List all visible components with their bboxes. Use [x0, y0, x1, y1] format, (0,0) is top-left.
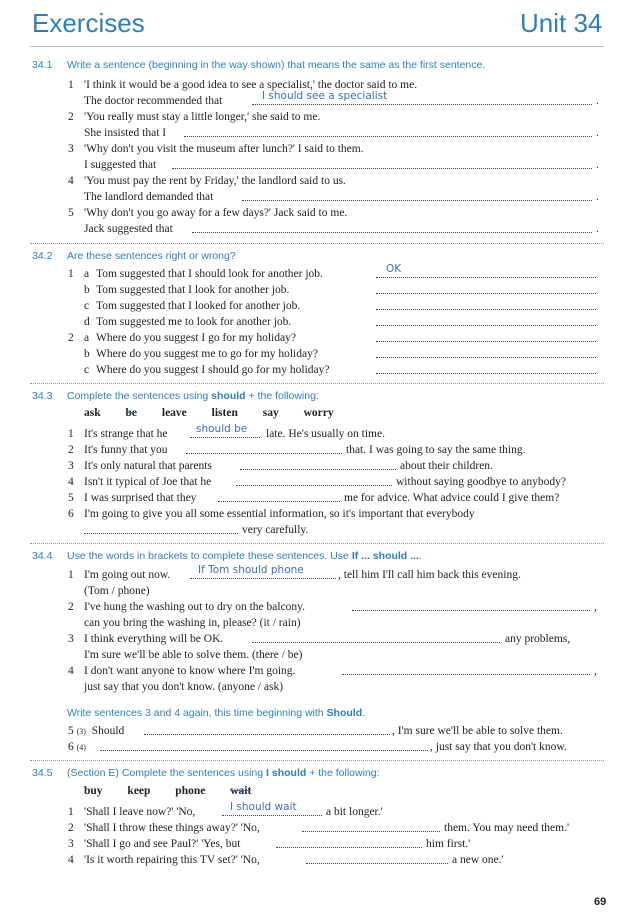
header-divider [30, 46, 604, 47]
answer-line[interactable] [222, 815, 322, 816]
sentence: 6 (4) [68, 741, 86, 753]
answer-line[interactable] [172, 168, 592, 169]
word: listen [211, 407, 238, 419]
handwritten-answer: should be [196, 423, 248, 435]
answer-line[interactable] [252, 642, 500, 643]
answer-line[interactable] [240, 469, 396, 470]
exercise-number: 34.1 [32, 59, 53, 71]
sentence: 5 I was surprised that they [68, 492, 197, 504]
answer-line[interactable] [242, 200, 592, 201]
answer-line[interactable] [252, 104, 592, 105]
sentence: b Where do you suggest me to go for my holiday? [84, 348, 318, 360]
answer-line[interactable] [376, 373, 596, 374]
section-divider [30, 543, 604, 544]
section-divider [30, 383, 604, 384]
word-box [84, 785, 273, 797]
answer-line[interactable] [84, 533, 238, 534]
answer-line[interactable] [376, 341, 596, 342]
sentence: 4 I don't want anyone to know where I'm going. [68, 665, 296, 677]
word: leave [161, 407, 187, 419]
exercise-number: 34.4 [32, 550, 53, 562]
sentence: 6 I'm going to give you all some essential information, so it's important that everybody [68, 508, 475, 520]
question: 1 'I think it would be a good idea to see a specialist,' the doctor said to me. [68, 79, 418, 91]
sentence: 2 a Where do you suggest I go for my holiday? [68, 332, 296, 344]
word: keep [127, 785, 151, 797]
handwritten-answer: OK [386, 263, 402, 275]
answer-line[interactable] [376, 293, 596, 294]
sentence: b Tom suggested that I look for another job. [84, 284, 290, 296]
handwritten-answer: I should wait [230, 801, 297, 813]
handwritten-answer: If Tom should phone [198, 564, 304, 576]
answer-prompt: She insisted that I [84, 127, 167, 139]
answer-line[interactable] [302, 831, 440, 832]
sentence: 5 (3) Should [68, 725, 125, 737]
answer-line[interactable] [342, 674, 590, 675]
exercise-heading: Complete the sentences using should + the following: [67, 390, 319, 402]
answer-line[interactable] [184, 136, 592, 137]
answer-line[interactable] [100, 750, 428, 751]
exercise-heading: Write a sentence (beginning in the way shown) that means the same as the first sentence. [67, 59, 486, 71]
sentence: 4 'Is it worth repairing this TV set?' 'No, [68, 854, 260, 866]
sentence: 2 I've hung the washing out to dry on the balcony. [68, 601, 306, 613]
answer-line[interactable] [192, 232, 592, 233]
section-divider [30, 760, 604, 761]
word-used: wait [230, 785, 252, 797]
question: 5 'Why don't you go away for a few days?' Jack said to me. [68, 207, 348, 219]
exercise-number: 34.2 [32, 250, 53, 262]
answer-line[interactable] [190, 437, 260, 438]
answer-line[interactable] [376, 325, 596, 326]
word: buy [84, 785, 103, 797]
page-title: Exercises [32, 8, 145, 38]
answer-line[interactable] [352, 610, 590, 611]
word-box [84, 407, 356, 419]
unit-title: Unit 34 [520, 8, 603, 38]
word: ask [84, 407, 101, 419]
answer-prompt: I suggested that [84, 159, 157, 171]
sub-heading: Write sentences 3 and 4 again, this time beginning with Should. [67, 707, 366, 719]
answer-line[interactable] [218, 501, 340, 502]
page-number: 69 [594, 896, 607, 908]
answer-line[interactable] [376, 357, 596, 358]
answer-line[interactable] [376, 277, 596, 278]
answer-prompt: Jack suggested that [84, 223, 173, 235]
answer-line[interactable] [190, 578, 336, 579]
question: 2 'You really must stay a little longer,' she said to me. [68, 111, 321, 123]
answer-line[interactable] [186, 453, 342, 454]
answer-prompt: The doctor recommended that [84, 95, 223, 107]
word: phone [175, 785, 206, 797]
word: say [262, 407, 279, 419]
question: 3 'Why don't you visit the museum after lunch?' I said to them. [68, 143, 364, 155]
sentence: 1 I'm going out now. [68, 569, 171, 581]
exercise-heading: Are these sentences right or wrong? [67, 250, 236, 262]
exercise-heading: Use the words in brackets to complete these sentences. Use If ... should .... [67, 550, 422, 562]
answer-prompt: The landlord demanded that [84, 191, 214, 203]
exercise-number: 34.3 [32, 390, 53, 402]
sentence: c Tom suggested that I looked for another job. [84, 300, 301, 312]
sentence: 3 It's only natural that parents [68, 460, 212, 472]
answer-line[interactable] [306, 863, 448, 864]
sentence: 4 Isn't it typical of Joe that he [68, 476, 212, 488]
sentence: c Where do you suggest I should go for my holiday? [84, 364, 330, 376]
word-used: be [125, 407, 137, 419]
exercise-heading: (Section E) Complete the sentences using I should + the following: [67, 767, 380, 779]
sentence: 1 'Shall I leave now?' 'No, [68, 806, 196, 818]
answer-line[interactable] [144, 734, 390, 735]
sentence: d Tom suggested me to look for another job. [84, 316, 292, 328]
answer-line[interactable] [236, 485, 392, 486]
section-divider [30, 243, 604, 244]
word: worry [303, 407, 334, 419]
sentence: 1 a Tom suggested that I should look for another job. [68, 268, 323, 280]
question: 4 'You must pay the rent by Friday,' the landlord said to us. [68, 175, 346, 187]
answer-line[interactable] [276, 847, 422, 848]
exercise-number: 34.5 [32, 767, 53, 779]
sentence: 2 It's funny that you [68, 444, 168, 456]
sentence: 2 'Shall I throw these things away?' 'No, [68, 822, 260, 834]
handwritten-answer: I should see a specialist [262, 90, 388, 102]
answer-line[interactable] [376, 309, 596, 310]
sentence: 3 'Shall I go and see Paul?' 'Yes, but [68, 838, 241, 850]
sentence: 3 I think everything will be OK. [68, 633, 224, 645]
sentence: 1 It's strange that he [68, 428, 168, 440]
